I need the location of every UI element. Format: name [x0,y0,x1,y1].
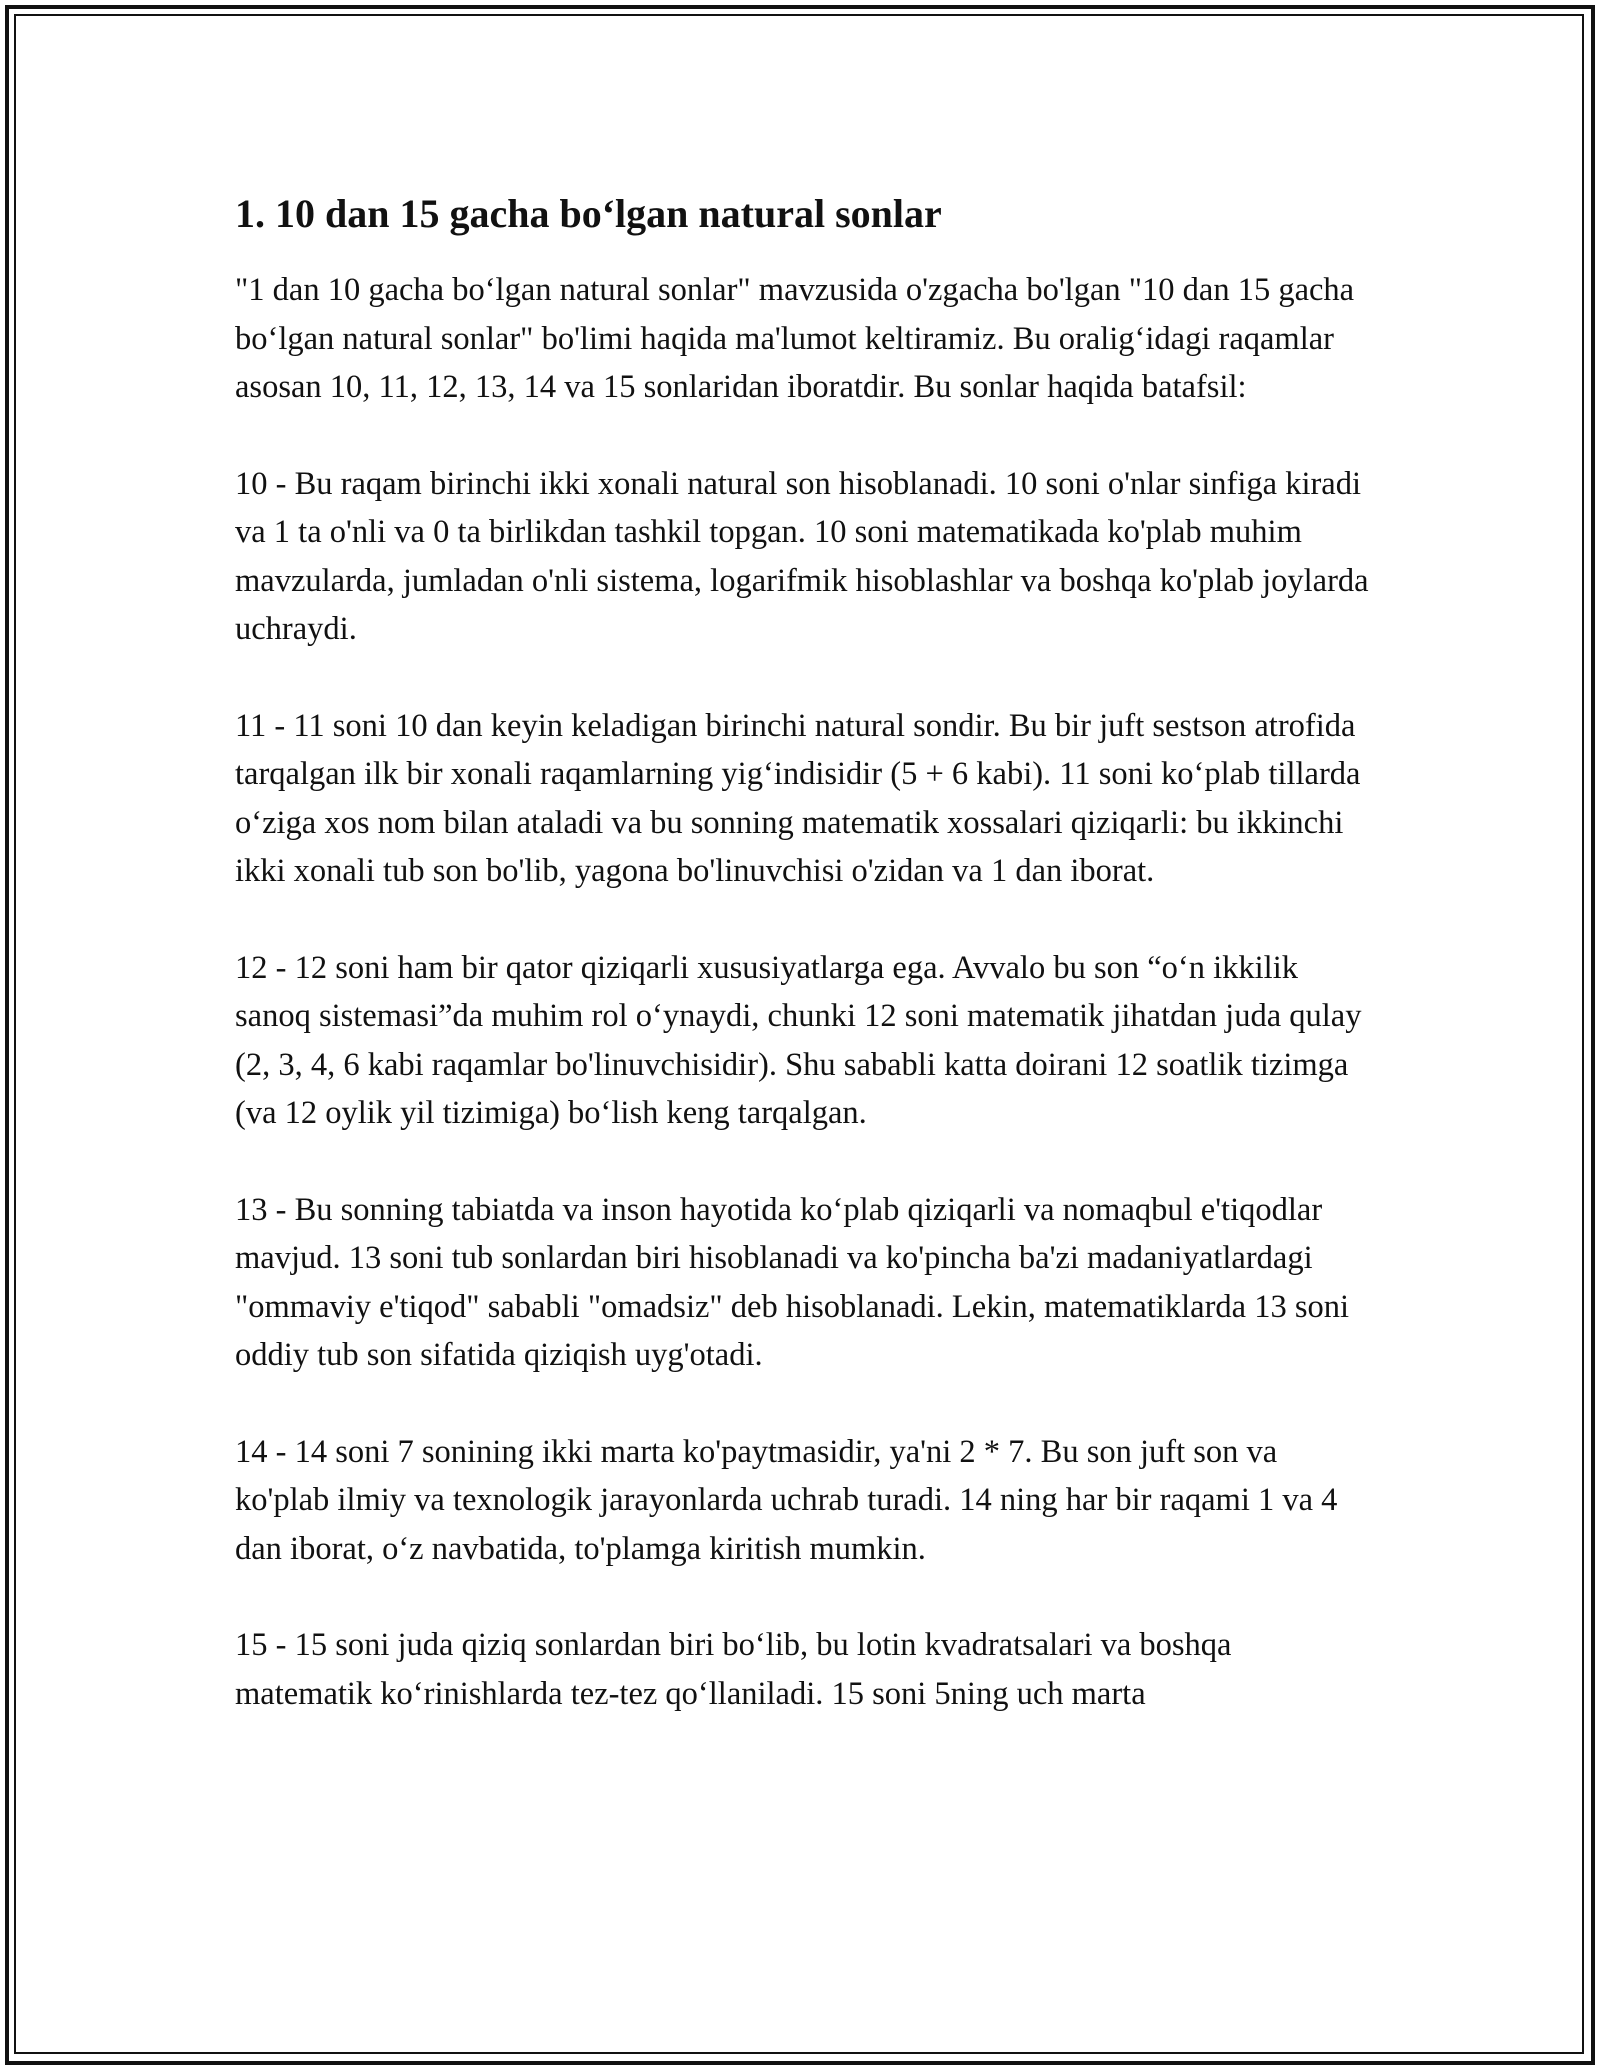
paragraph-number-11: 11 - 11 soni 10 dan keyin keladigan birinchi natural sondir. Bu bir juft sestson atrofida tarqalgan ilk bir xonali raqamlarning yig‘indisidir (5 + 6 kabi). 11 soni ko‘plab tillarda o‘ziga xos nom bilan ataladi va bu sonning matematik xossalari qiziqarli: bu ikkinchi ikki xonali tub son bo'lib, yagona bo'linuvchisi o'zidan va 1 dan iborat. [235,707,1361,889]
paragraph-number-14: 14 - 14 soni 7 sonining ikki marta ko'paytmasidir, ya'ni 2 * 7. Bu son juft son va ko'plab ilmiy va texnologik jarayonlarda uchrab turadi. 14 ning har bir raqami 1 va 4 dan iborat, o‘z navbatida, to'plamga kiritish mumkin. [235,1433,1338,1567]
paragraph-intro: "1 dan 10 gacha bo‘lgan natural sonlar" mavzusida o'zgacha bo'lgan "10 dan 15 gacha bo‘lgan natural sonlar" bo'limi haqida ma'lumot keltiramiz. Bu oralig‘idagi raqamlar asosan 10, 11, 12, 13, 14 va 15 sonlaridan iboratdir. Bu sonlar haqida batafsil: [235,272,1355,405]
paragraph-number-13: 13 - Bu sonning tabiatda va inson hayotida ko‘plab qiziqarli va nomaqbul e'tiqodlar mavjud. 13 soni tub sonlardan biri hisoblanadi va ko'pincha ba'zi madaniyatlardagi "ommaviy e'tiqod" sababli "omadsiz" deb hisoblanadi. Lekin, matematiklarda 13 soni oddiy tub son sifatida qiziqish uyg'otadi. [235,1191,1350,1373]
paragraph-number-12: 12 - 12 soni ham bir qator qiziqarli xususiyatlarga ega. Avvalo bu son “o‘n ikkilik sanoq sistemasi”da muhim rol o‘ynaydi, chunki 12 soni matematik jihatdan juda qulay (2, 3, 4, 6 kabi raqamlar bo'linuvchisidir). Shu sababli katta doirani 12 soatlik tizimga (va 12 oylik yil tizimiga) bo‘lish keng tarqalgan. [235,949,1362,1131]
paragraph-number-10: 10 - Bu raqam birinchi ikki xonali natural son hisoblanadi. 10 soni o'nlar sinfiga kiradi va 1 ta o'nli va 0 ta birlikdan tashkil topgan. 10 soni matematikada ko'plab muhim mavzularda, jumladan o'nli sistema, logarifmik hisoblashlar va boshqa ko'plab joylarda uchraydi. [235,465,1369,647]
document-body [235,188,1375,1766]
page-title: 1. 10 dan 15 gacha bo‘lgan natural sonlar [235,191,942,236]
paragraph-number-15: 15 - 15 soni juda qiziq sonlardan biri bo‘lib, bu lotin kvadratsalari va boshqa matematik ko‘rinishlarda tez-tez qo‘llaniladi. 15 soni 5ning uch marta [235,1627,1232,1712]
